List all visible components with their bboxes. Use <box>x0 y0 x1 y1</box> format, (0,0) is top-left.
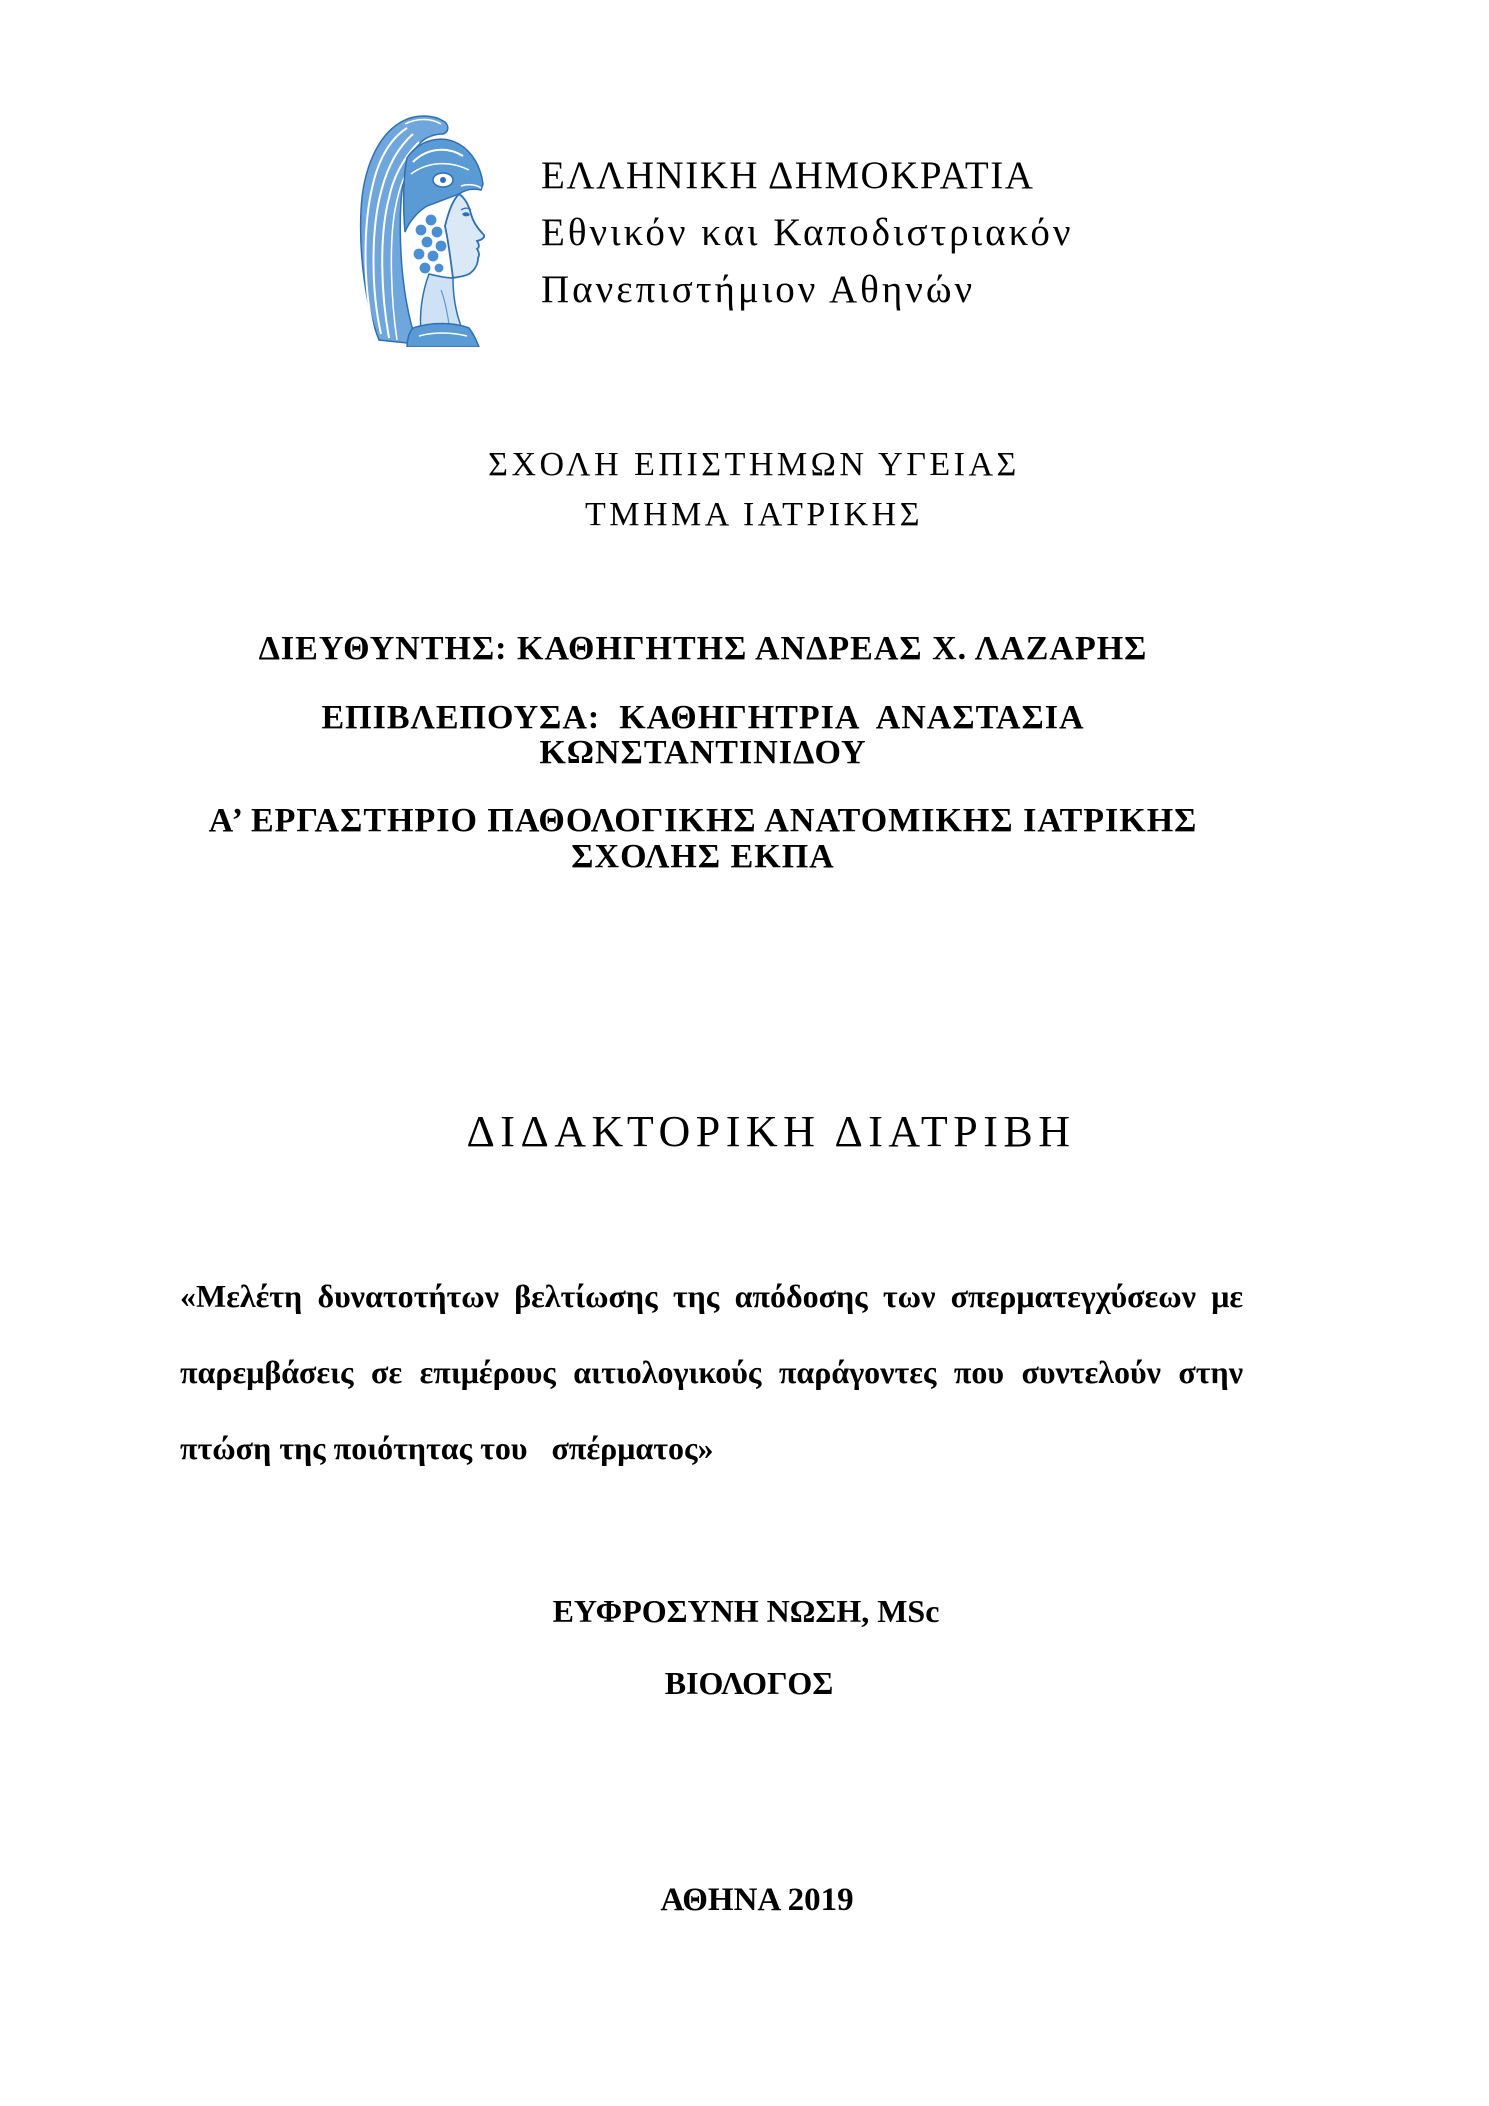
author-profession: ΒΙΟΛΟΓΟΣ <box>664 1665 834 1701</box>
laboratory-line2: ΣΧΟΛΗΣ ΕΚΠΑ <box>571 838 835 875</box>
place-year: ΑΘΗΝΑ 2019 <box>660 1882 854 1918</box>
logo-hair-curls <box>413 214 447 274</box>
header-country: ΕΛΛΗΝΙΚΗ ΔΗΜΟΚΡΑΤΙΑ <box>541 154 1035 197</box>
author-name: ΕΥΦΡΟΣΥΝΗ ΝΩΣΗ, MSc <box>552 1593 940 1629</box>
supervisor-line1: ΕΠΙΒΛΕΠΟΥΣΑ: ΚΑΘΗΓΗΤΡΙΑ ΑΝΑΣΤΑΣΙΑ <box>321 699 1085 736</box>
thesis-title-line: παρεμβάσεις σε επιμέρους αιτιολογικούς παράγοντες που συντελούν στην <box>180 1354 1243 1390</box>
document-type-heading: ΔΙΔΑΚΤΟΡΙΚΗ ΔΙΑΤΡΙΒΗ <box>466 1107 1076 1156</box>
logo-garment <box>407 324 479 348</box>
thesis-title-line: πτώση της ποιότητας του σπέρματος» <box>180 1430 714 1466</box>
director-line: ΔΙΕΥΘΥΝΤΗΣ: ΚΑΘΗΓΗΤΗΣ ΑΝΔΡΕΑΣ Χ. ΛΑΖΑΡΗΣ <box>258 630 1148 667</box>
athena-head-logo <box>357 114 497 347</box>
header-university-line2: Πανεπιστήμιον Αθηνών <box>541 268 976 311</box>
supervisor-line2: ΚΩΝΣΤΑΝΤΙΝΙΔΟΥ <box>539 734 867 771</box>
school-name: ΣΧΟΛΗ ΕΠΙΣΤΗΜΩΝ ΥΓΕΙΑΣ <box>488 446 1020 483</box>
laboratory-line1: Α’ ΕΡΓΑΣΤΗΡΙΟ ΠΑΘΟΛΟΓΙΚΗΣ ΑΝΑΤΟΜΙΚΗΣ ΙΑΤΡΙΚΗΣ <box>208 802 1198 839</box>
department-name: ΤΜΗΜΑ ΙΑΤΡΙΚΗΣ <box>585 496 923 533</box>
header-university-line1: Εθνικόν και Καποδιστριακόν <box>541 211 1074 254</box>
thesis-title-line: «Μελέτη δυνατοτήτων βελτίωσης της απόδοσης των σπερματεγχύσεων με <box>180 1278 1243 1314</box>
